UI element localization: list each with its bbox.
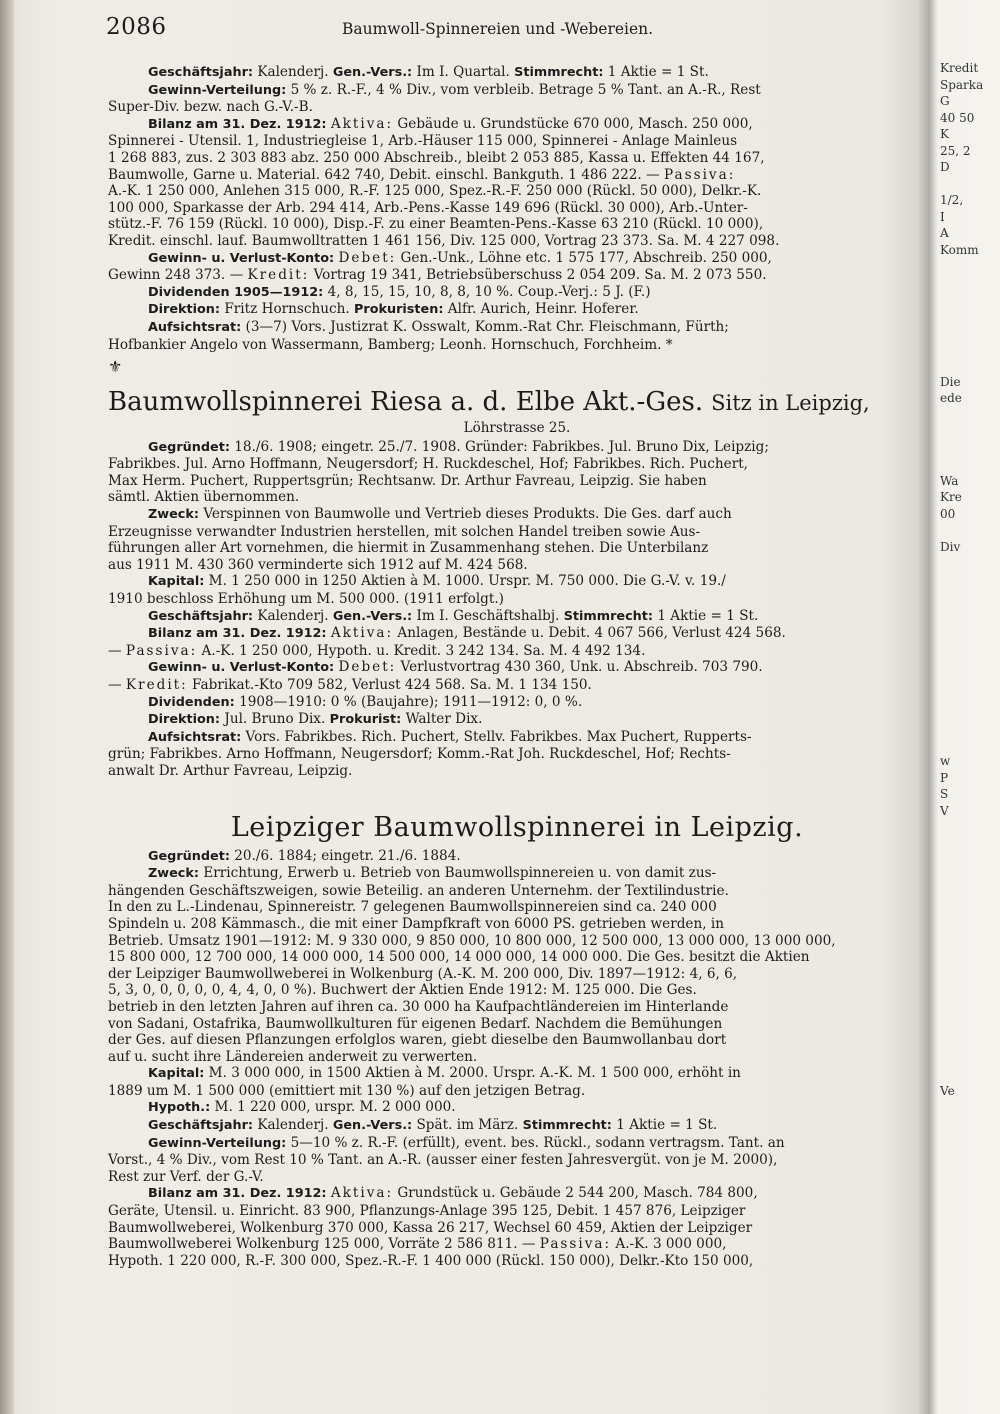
text-run: der Ges. auf diesen Pflanzungen erfolglos waren, giebt dieselbe den Baumwollanbau dort [108, 1032, 727, 1049]
fragment-line: 00 [940, 506, 956, 521]
ledger-side-label: Aktiva: [330, 1185, 394, 1202]
fragment-line [940, 1067, 1000, 1084]
fragment-line [940, 275, 1000, 292]
text-line [108, 694, 926, 712]
page-number: 2086 [106, 14, 167, 40]
field-label: Gen.-Vers.: [332, 1118, 413, 1134]
text-line [108, 1049, 926, 1066]
text-line [108, 643, 926, 660]
text-run: Alfr. Aurich, Heinr. Hoferer. [443, 301, 639, 318]
text-line [108, 216, 926, 233]
text-run: Walter Dix. [401, 711, 483, 728]
fragment-line [940, 984, 1000, 1001]
text-line [108, 1203, 926, 1220]
fragment-line [940, 308, 1000, 325]
text-run: — [108, 677, 126, 693]
text-line [108, 865, 926, 883]
fragment-line [940, 407, 1000, 424]
text-run: M. 1 220 000, urspr. M. 2 000 000. [210, 1099, 456, 1116]
ledger-side-label: Kredit: [125, 677, 188, 693]
field-label: Aufsichtsrat: [148, 319, 242, 335]
ledger-side-label: Debet: [338, 659, 397, 676]
text-run: stütz.-F. 76 159 (Rückl. 10 000), Disp.-F. zu einer Beamten-Pens.-Kasse 63 210 (Rückl. 10 000), [108, 216, 764, 233]
text-run: 1 Aktie = 1 St. [611, 1117, 718, 1134]
page-edge-shadow [0, 0, 14, 1414]
text-line [108, 99, 926, 116]
fragment-line [940, 621, 1000, 638]
entry-company-1 [108, 64, 926, 353]
text-run: Vorst., 4 % Div., vom Rest 10 % Tant. an A.-R. (ausser einer festen Jahresvergüt. von je M. 2000), [108, 1152, 778, 1169]
field-label: Gewinn- u. Verlust-Konto: [148, 250, 335, 266]
text-run: A.-K. 3 000 000, [611, 1236, 727, 1253]
fragment-line [940, 440, 1000, 457]
text-line [108, 1083, 926, 1100]
fragment-line [940, 456, 1000, 473]
text-line [108, 1117, 926, 1135]
text-run: Erzeugnisse verwandter Industrien herstellen, mit solchen Handel treiben sowie Aus- [108, 523, 701, 540]
fragment-line [940, 968, 1000, 985]
text-run: Kredit. einschl. lauf. Baumwolltratten 1 461 156, Div. 125 000, Vortrag 23 373. Sa. M. 4 227 098. [108, 232, 780, 249]
text-run: Spät. im März. [412, 1117, 523, 1134]
text-run: der Leipziger Baumwollweberei in Wolkenburg (A.-K. M. 200 000, Div. 1897—1912: 4, 6, 6, [108, 965, 738, 982]
fragment-line: K [940, 127, 949, 141]
text-line [108, 711, 926, 729]
field-label: Zweck: [148, 507, 199, 523]
fragment-line: w [940, 754, 951, 768]
text-run: Im I. Quartal. [412, 64, 515, 80]
text-line [108, 506, 926, 524]
ledger-side-label: Passiva: [663, 166, 736, 183]
text-line [108, 1253, 926, 1270]
field-label: Aufsichtsrat: [148, 729, 242, 745]
fragment-line [940, 1050, 1000, 1067]
text-run: betrieb in den letzten Jahren auf ihren ca. 30 000 ha Kaufpachtländereien im Hinterlande [108, 998, 729, 1015]
field-label: Geschäftsjahr: [148, 1118, 253, 1134]
text-line [108, 1169, 926, 1186]
fragment-line [940, 1034, 1000, 1051]
fragment-line [940, 918, 1000, 935]
field-label: Zweck: [148, 866, 199, 882]
text-line [108, 883, 926, 900]
text-line [108, 489, 926, 506]
text-run: Vortrag 19 341, Betriebsüberschuss 2 054 209. Sa. M. 2 073 550. [309, 267, 767, 284]
text-run: M. 3 000 000, in 1500 Aktien à M. 2000. Urspr. A.-K. M. 1 500 000, erhöht in [204, 1065, 741, 1082]
ledger-side-label: Aktiva: [330, 625, 394, 642]
text-line [108, 233, 926, 250]
text-run: Verlustvortrag 430 360, Unk. u. Abschreib. 703 790. [396, 659, 763, 676]
text-line [108, 1236, 926, 1253]
text-run: 5, 3, 0, 0, 0, 0, 0, 4, 4, 0, 0 %). Buchwert der Aktien Ende 1912: M. 125 000. Die Ges. [108, 982, 697, 999]
text-line [108, 999, 926, 1016]
text-run: aus 1911 M. 430 360 verminderte sich 1912 auf M. 424 568. [108, 556, 528, 573]
text-run: führungen aller Art vornehmen, die hiermit in Zusammenhang stehen. Die Unterbilanz [108, 540, 709, 557]
fragment-line: Komm [940, 242, 979, 257]
text-line [108, 133, 926, 150]
text-run: Spindeln u. 208 Kämmasch., die mit einer Dampfkraft von 6000 PS. getrieben werden, in [108, 915, 724, 932]
fragment-line: V [940, 803, 949, 818]
field-label: Gen.-Vers.: [332, 608, 413, 624]
fragment-line: S [940, 787, 949, 801]
fragment-line [940, 687, 1000, 704]
field-label: Direktion: [148, 302, 221, 318]
text-run: M. 1 250 000 in 1250 Aktien à M. 1000. Urspr. M. 750 000. Die G.-V. v. 19./ [204, 573, 726, 590]
text-line [108, 659, 926, 677]
fragment-line: P [940, 770, 949, 785]
ledger-side-label: Debet: [338, 249, 397, 266]
field-label: Stimmrecht: [514, 65, 604, 80]
fragment-line [940, 291, 1000, 308]
text-run: Gen.-Unk., Löhne etc. 1 575 177, Abschreib. 250 000, [396, 249, 772, 266]
fragment-line [940, 1001, 1000, 1018]
text-line [108, 116, 926, 134]
fragment-line: G [940, 94, 950, 108]
text-run: 1 Aktie = 1 St. [603, 64, 709, 80]
fragment-line: Ve [940, 1084, 955, 1098]
company-heading-riesa [108, 385, 926, 420]
fragment-line [940, 885, 1000, 902]
text-line [108, 337, 926, 354]
field-label: Prokurist: [329, 712, 402, 728]
text-line [108, 439, 926, 457]
text-run: sämtl. Aktien übernommen. [108, 489, 300, 506]
text-line [108, 1185, 926, 1203]
text-line [108, 848, 926, 866]
field-label: Gewinn- u. Verlust-Konto: [148, 660, 335, 676]
text-run: Kalenderj. [253, 64, 333, 80]
field-label: Dividenden: [148, 694, 235, 710]
ledger-side-label: Passiva: [539, 1236, 612, 1253]
text-line [108, 301, 926, 319]
text-line [108, 949, 926, 966]
fragment-line [940, 869, 1000, 886]
fragment-line [940, 819, 1000, 836]
field-label: Kapital: [148, 1066, 205, 1082]
fragment-line [940, 1017, 1000, 1034]
fragment-line: ede [940, 391, 962, 405]
field-label: Kapital: [148, 574, 205, 590]
text-run: Gebäude u. Grundstücke 670 000, Masch. 250 000, [393, 115, 753, 132]
text-line [108, 966, 926, 983]
fragment-line [940, 357, 1000, 374]
text-run: Max Herm. Puchert, Ruppertsgrün; Rechtsanw. Dr. Arthur Favreau, Leipzig. Sie haben [108, 472, 707, 489]
text-run: Im I. Geschäftshalbj. [412, 607, 564, 624]
text-run: Fabrikat.-Kto 709 582, Verlust 424 568. Sa. M. 1 134 150. [187, 677, 592, 693]
text-run: Baumwollweberei, Wolkenburg 370 000, Kassa 26 217, Wechsel 60 459, Aktien der Leipziger [108, 1219, 753, 1236]
field-label: Stimmrecht: [522, 1118, 612, 1134]
entry-company-riesa [108, 439, 926, 780]
text-line [108, 82, 926, 100]
fragment-line: Sparka [940, 77, 984, 92]
text-line [108, 540, 926, 557]
text-line [108, 916, 926, 933]
text-line [108, 899, 926, 916]
field-label: Gegründet: [148, 848, 230, 864]
text-run: Verspinnen von Baumwolle und Vertrieb dieses Produkts. Die Ges. darf auch [199, 506, 732, 523]
text-line [108, 473, 926, 490]
field-label: Gen.-Vers.: [332, 65, 413, 80]
text-line [108, 1152, 926, 1169]
text-run: 5 % z. R.-F., 4 % Div., vom verbleib. Betrage 5 % Tant. an A.-R., Rest [286, 81, 761, 98]
text-line [108, 982, 926, 999]
fragment-line: 40 50 [940, 110, 975, 125]
fleuron-mark: ⚜ [108, 357, 123, 377]
fragment-line: 1/2, [940, 193, 964, 207]
text-run: Hypoth. 1 220 000, R.-F. 300 000, Spez.-R.-F. 1 400 000 (Rückl. 150 000), Delkr.-Kto 150 000, [108, 1252, 754, 1269]
text-line [108, 1032, 926, 1049]
ledger-side-label: Aktiva: [330, 115, 394, 132]
text-line [108, 557, 926, 574]
text-run: Hofbankier Angelo von Wassermann, Bamberg; Leonh. Hornschuch, Forchheim. * [108, 336, 673, 353]
fragment-line [940, 341, 1000, 358]
text-line [108, 284, 926, 302]
fragment-line [940, 671, 1000, 688]
text-run: Rest zur Verf. der G.-V. [108, 1168, 264, 1185]
text-line [108, 167, 926, 184]
fragment-line [940, 654, 1000, 671]
page-header [106, 14, 906, 54]
text-line [108, 524, 926, 541]
text-run: Betrieb. Umsatz 1901—1912: M. 9 330 000, 9 850 000, 10 800 000, 12 500 000, 13 000 000, 13 000 000, [108, 932, 836, 949]
text-run: auf u. sucht ihre Ländereien anderweit zu verwerten. [108, 1048, 478, 1065]
text-run: anwalt Dr. Arthur Favreau, Leipzig. [108, 762, 353, 779]
fragment-line: Wa [940, 473, 959, 488]
field-label: Gegründet: [148, 439, 230, 455]
fragment-line [940, 555, 1000, 572]
text-run: 18./6. 1908; eingetr. 25./7. 1908. Gründer: Fabrikbes. Jul. Bruno Dix, Leipzig; [229, 438, 769, 455]
text-line [108, 573, 926, 591]
text-run: Grundstück u. Gebäude 2 544 200, Masch. 784 800, [393, 1185, 758, 1202]
fragment-line [940, 836, 1000, 853]
text-run: (3—7) Vors. Justizrat K. Osswalt, Komm.-Rat Chr. Fleischmann, Fürth; [241, 318, 729, 335]
text-line [108, 677, 926, 694]
company-address-riesa: Löhrstrasse 25. [463, 420, 571, 437]
text-run: 100 000, Sparkasse der Arb. 294 414, Arb.-Pens.-Kasse 149 696 (Rückl. 30 000), Arb.-Unter- [108, 199, 748, 216]
fragment-line: Kredit [940, 61, 979, 75]
entry-company-leipziger [108, 848, 926, 1270]
text-line [108, 933, 926, 950]
text-run: 1910 beschloss Erhöhung um M. 500 000. (1911 erfolgt.) [108, 591, 504, 608]
text-line [108, 1099, 926, 1117]
fragment-line [940, 720, 1000, 737]
text-run: 1 268 883, zus. 2 303 883 abz. 250 000 Abschreib., bleibt 2 053 885, Kassa u. Effekten 44 167, [108, 149, 765, 166]
facing-page-fragment [940, 60, 1000, 1360]
text-line [108, 456, 926, 473]
text-line [108, 746, 926, 763]
text-run: Errichtung, Erwerb u. Betrieb von Baumwollspinnereien u. von damit zus- [199, 865, 717, 882]
fragment-line [940, 423, 1000, 440]
text-line [108, 200, 926, 217]
fragment-line [940, 951, 1000, 968]
field-label: Geschäftsjahr: [148, 608, 253, 624]
text-line [108, 250, 926, 268]
company-seat-riesa: Sitz in Leipzig, [711, 391, 870, 416]
fragment-line [940, 522, 1000, 539]
text-run: Fabrikbes. Jul. Arno Hoffmann, Neugersdorf; H. Ruckdeschel, Hof; Fabrikbes. Rich. Puchert, [108, 456, 748, 473]
company-heading-leipziger: Leipziger Baumwollspinnerei in Leipzig. [230, 811, 804, 843]
text-run: In den zu L.-Lindenau, Spinnereistr. 7 gelegenen Baumwollspinnereien sind ca. 240 000 [108, 899, 717, 916]
text-run: 1889 um M. 1 500 000 (emittiert mit 130 %) auf den jetzigen Betrag. [108, 1082, 586, 1099]
text-run: 1908—1910: 0 % (Baujahre); 1911—1912: 0, 0 %. [234, 693, 583, 710]
ledger-side-label: Passiva: [125, 642, 198, 659]
fragment-line: 25, 2 [940, 143, 971, 158]
text-line [108, 150, 926, 167]
field-label: Stimmrecht: [563, 608, 653, 624]
text-run: A.-K. 1 250 000, Anlehen 315 000, R.-F. 125 000, Spez.-R.-F. 250 000 (Rückl. 50 000), Delkr.-K. [108, 183, 762, 200]
text-run: 1 Aktie = 1 St. [653, 607, 759, 624]
fragment-line [940, 852, 1000, 869]
fragment-line [940, 258, 1000, 275]
text-run: grün; Fabrikbes. Arno Hoffmann, Neugersdorf; Komm.-Rat Joh. Ruckdeschel, Hof; Rechts- [108, 746, 731, 763]
field-label: Hypoth.: [148, 1100, 211, 1116]
text-run: Vors. Fabrikbes. Rich. Puchert, Stellv. Fabrikbes. Max Puchert, Rupperts- [241, 728, 752, 745]
field-label: Dividenden 1905—1912: [148, 284, 324, 300]
text-line [108, 1220, 926, 1237]
fragment-line [940, 737, 1000, 754]
text-run: Spinnerei - Utensil. 1, Industriegleise 1, Arb.-Häuser 115 000, Spinnerei - Anlage Mainleus [108, 133, 738, 150]
text-run: Baumwolle, Garne u. Material. 642 740, Debit. einschl. Bankguth. 1 486 222. — [108, 166, 664, 183]
text-run: Fritz Hornschuch. [220, 301, 354, 318]
text-line [108, 625, 926, 643]
text-run: Geräte, Utensil. u. Einricht. 83 900, Pflanzungs-Anlage 395 125, Debit. 1 457 876, Leipziger [108, 1203, 746, 1220]
text-run: Anlagen, Bestände u. Debit. 4 067 566, Verlust 424 568. [393, 625, 786, 642]
text-run: von Sadani, Ostafrika, Baumwollkulturen für eigenen Bedarf. Nachdem die Bemühungen [108, 1015, 723, 1032]
fragment-line [940, 605, 1000, 622]
ledger-side-label: Kredit: [247, 267, 310, 284]
field-label: Bilanz am 31. Dez. 1912: [148, 116, 327, 132]
main-column [108, 64, 926, 1269]
fragment-line [940, 704, 1000, 721]
text-run: Jul. Bruno Dix. [220, 711, 330, 728]
field-label: Direktion: [148, 712, 221, 728]
text-line [108, 183, 926, 200]
text-run: hängenden Geschäftszweigen, sowie Beteilig. an anderen Unternehm. der Textilindustrie. [108, 882, 729, 899]
fragment-line: I [940, 209, 945, 224]
fragment-line: Die [940, 374, 961, 389]
text-run: Kalenderj. [253, 607, 333, 624]
fragment-line: Kre [940, 490, 962, 504]
field-label: Bilanz am 31. Dez. 1912: [148, 626, 327, 642]
text-run: 20./6. 1884; eingetr. 21./6. 1884. [229, 847, 461, 864]
text-line [108, 729, 926, 747]
fragment-line [940, 176, 1000, 193]
field-label: Gewinn-Verteilung: [148, 82, 287, 98]
text-run: A.-K. 1 250 000, Hypoth. u. Kredit. 3 242 134. Sa. M. 4 492 134. [197, 642, 646, 659]
text-line [108, 267, 926, 284]
text-line [108, 591, 926, 608]
text-line [108, 1135, 926, 1153]
field-label: Gewinn-Verteilung: [148, 1135, 287, 1151]
fragment-line [940, 902, 1000, 919]
field-label: Geschäftsjahr: [148, 65, 253, 80]
fragment-line: Div [940, 539, 961, 554]
text-run: 15 800 000, 12 700 000, 14 000 000, 14 500 000, 14 000 000, 14 000 000. Die Ges. besitzt die Aktien [108, 949, 810, 966]
text-line [108, 319, 926, 337]
text-line [108, 1065, 926, 1083]
fragment-line [940, 324, 1000, 341]
text-run: Baumwollweberei Wolkenburg 125 000, Vorräte 2 586 811. — [108, 1236, 540, 1253]
text-run: 4, 8, 15, 15, 10, 8, 8, 10 %. Coup.-Verj.: 5 J. (F.) [323, 283, 651, 300]
fragment-line [940, 588, 1000, 605]
text-line [108, 608, 926, 626]
field-label: Bilanz am 31. Dez. 1912: [148, 1186, 327, 1202]
text-run: — [108, 642, 126, 659]
text-run: 5—10 % z. R.-F. (erfüllt), event. bes. Rückl., sodann vertragsm. Tant. an [286, 1134, 785, 1151]
company-name-riesa: Baumwollspinnerei Riesa a. d. Elbe Akt.-Ges. [108, 387, 704, 418]
fragment-line: D [940, 160, 950, 174]
text-run: Super-Div. bezw. nach G.-V.-B. [108, 99, 313, 116]
fragment-line [940, 572, 1000, 589]
text-line [108, 1016, 926, 1033]
text-run: Gewinn 248 373. — [108, 267, 248, 284]
text-line [108, 763, 926, 780]
text-run: Kalenderj. [253, 1117, 333, 1134]
text-line [108, 64, 926, 82]
fragment-line [940, 638, 1000, 655]
fragment-line [940, 935, 1000, 952]
running-title: Baumwoll-Spinnereien und -Webereien. [342, 20, 654, 38]
fragment-line: A [940, 226, 949, 240]
field-label: Prokuristen: [354, 302, 444, 318]
